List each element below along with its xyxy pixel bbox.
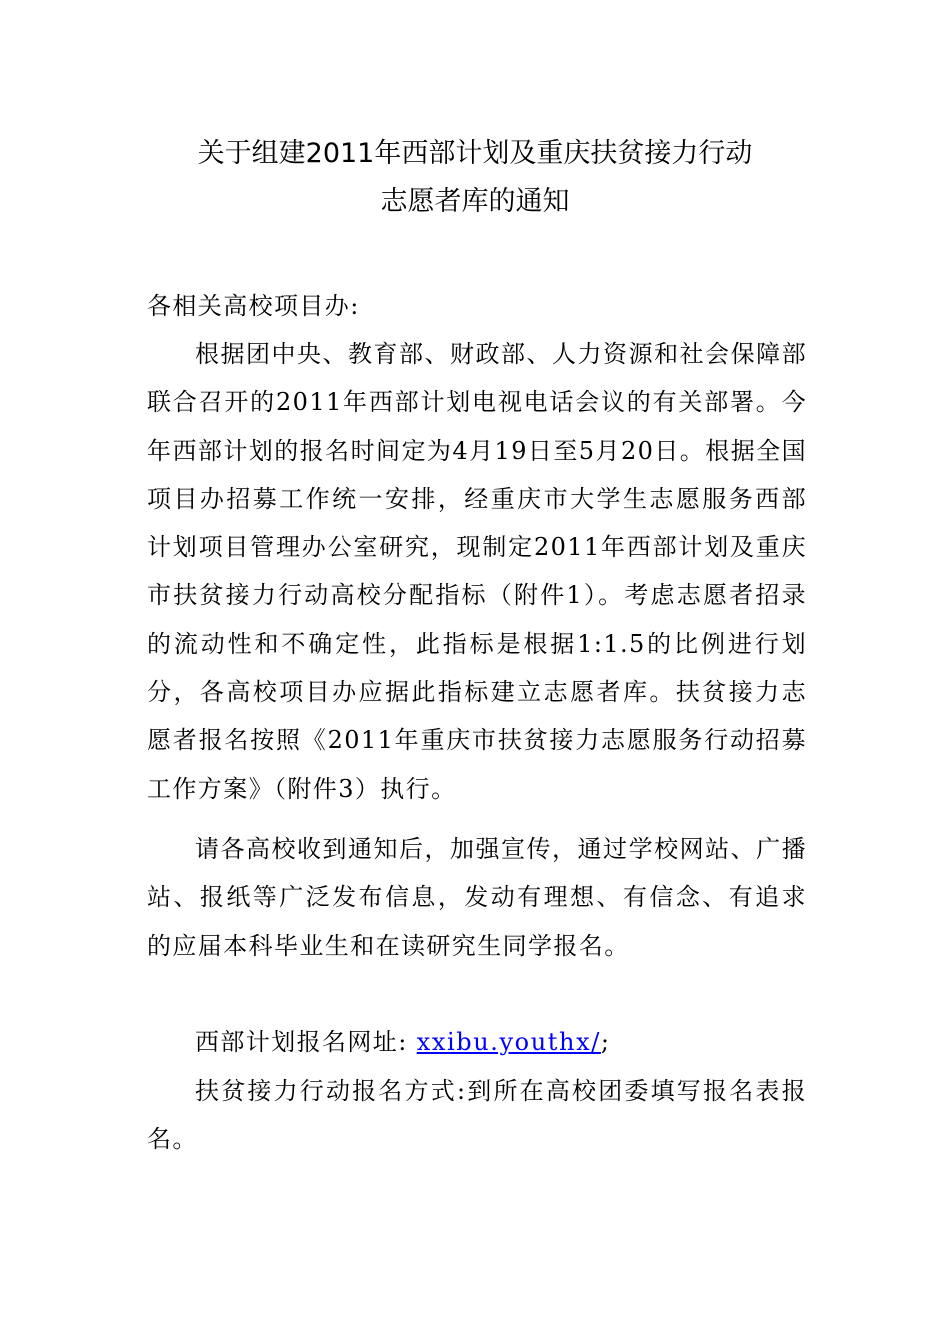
url-label: 西部计划报名网址: [195,1028,408,1056]
registration-url-line [195,1018,807,1066]
salutation: 各相关高校项目办: [147,292,360,320]
paragraph-publicity-request: 请各高校收到通知后，加强宣传，通过学校网站、广播站、报纸等广泛发布信息，发动有理想、有信念、有追求的应届本科毕业生和在读研究生同学报名。 [147,835,807,960]
document-title-line-1: 关于组建2011年西部计划及重庆扶贫接力行动 [197,138,753,169]
paragraph-registration-info: 根据团中央、教育部、财政部、人力资源和社会保障部联合召开的2011年西部计划电视电话会议的有关部署。今年西部计划的报名时间定为4月19日至5月20日。根据全国项目办招募工作统一安排，经重庆市大学生志愿服务西部计划项目管理办公室研究，现制定2011年西部计划及重庆市扶贫接力行动高校分配指标（附件1）。考虑志愿者招录的流动性和不确定性，此指标是根据1:1.5的比例进行划分，各高校项目办应据此指标建立志愿者库。扶贫接力志愿者报名按照《2011年重庆市扶贫接力志愿服务行动招募工作方案》（附件3）执行。 [147,340,807,803]
document-title-line-2: 志愿者库的通知 [380,186,570,217]
paragraph-poverty-relief-registration: 扶贫接力行动报名方式:到所在高校团委填写报名表报名。 [147,1077,807,1154]
registration-url-link[interactable]: xxibu.youthx/ [416,1028,601,1056]
url-suffix: ; [600,1028,611,1056]
